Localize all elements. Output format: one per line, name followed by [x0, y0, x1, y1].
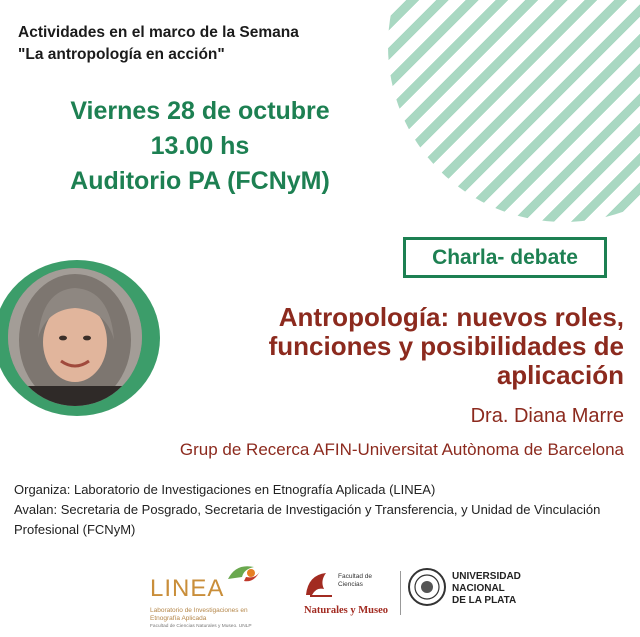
linea-subtitle: Laboratorio de Investigaciones en Etnografía Aplicada	[150, 607, 248, 622]
logos-strip	[0, 555, 640, 635]
talk-title	[184, 303, 624, 390]
fcnym-main-text: Naturales y Museo	[304, 605, 388, 616]
talk-title-line-2: funciones y posibilidades de	[268, 331, 624, 361]
linea-footer: Facultad de Ciencias Naturales y Museo. UNLP	[150, 624, 252, 629]
speaker-photo	[8, 268, 142, 406]
fcnym-top-text: Facultad de Ciencias	[338, 573, 372, 588]
organizers-text	[14, 480, 626, 540]
speaker-affiliation: Grup de Recerca AFIN-Universitat Autònoma de Barcelona	[179, 440, 624, 459]
event-date: Viernes 28 de octubre	[70, 97, 330, 125]
unlp-seal-icon	[407, 567, 447, 607]
talk-type-badge: Charla- debate	[403, 237, 607, 278]
unlp-line-2: NACIONAL	[452, 583, 505, 594]
speaker-photo-illustration	[8, 268, 142, 406]
unlp-name	[452, 571, 521, 607]
speaker-name: Dra. Diana Marre	[470, 405, 624, 427]
linea-logo	[150, 561, 270, 629]
talk-title-line-3: aplicación	[496, 360, 624, 390]
unlp-line-3: DE LA PLATA	[452, 595, 517, 606]
intro-text	[18, 22, 299, 66]
linea-wordmark: LINEA	[150, 575, 225, 602]
linea-swirl-icon	[224, 561, 264, 585]
event-place: Auditorio PA (FCNyM)	[70, 167, 330, 195]
logo-divider	[400, 571, 401, 615]
event-details	[0, 94, 400, 199]
intro-line-2: "La antropología en acción"	[18, 46, 225, 63]
fcnym-emblem-icon	[304, 569, 334, 599]
decorative-striped-circle	[388, 0, 640, 222]
talk-title-line-1: Antropología: nuevos roles,	[278, 302, 624, 332]
organiza-line: Organiza: Laboratorio de Investigaciones en Etnografía Aplicada (LINEA)	[14, 482, 436, 497]
unlp-line-1: UNIVERSIDAD	[452, 571, 521, 582]
fcnym-logo	[300, 565, 396, 621]
intro-line-1: Actividades en el marco de la Semana	[18, 24, 299, 41]
avalan-line: Avalan: Secretaria de Posgrado, Secretaria de Investigación y Transferencia, y Unidad de Vinculación Profesional (FCNyM)	[14, 502, 601, 537]
event-time: 13.00 hs	[150, 132, 250, 160]
